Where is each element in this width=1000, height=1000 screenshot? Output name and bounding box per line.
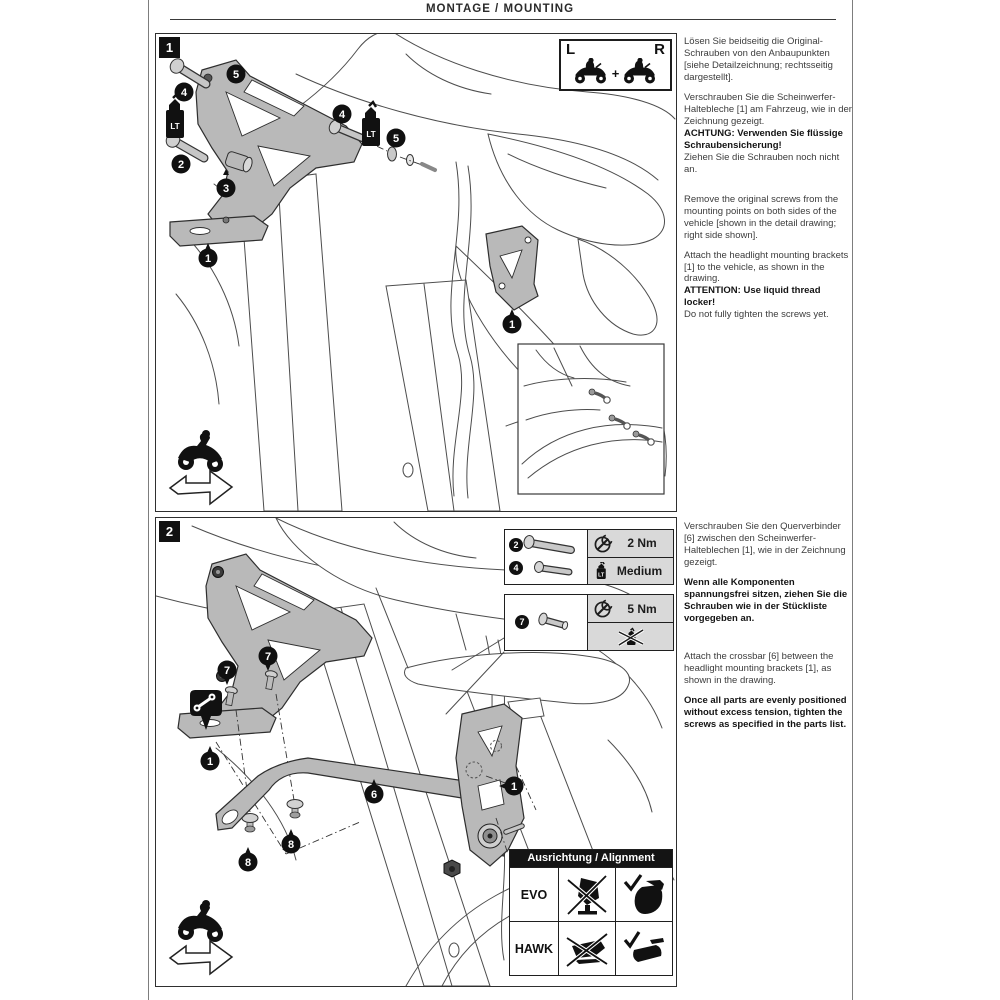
callout-2 (172, 155, 191, 174)
riding-direction-icon (170, 430, 232, 504)
screw-part-4a (168, 56, 206, 84)
both-sides-indicator (559, 39, 672, 91)
instruction-de: Ziehen Sie die Schrauben noch nicht an. (684, 151, 840, 175)
callout-2: 2 (509, 538, 523, 552)
instruction-de: Verschrauben Sie die Scheinwerfer-Haltebleche [1] am Fahrzeug, wie in der Zeichnung gezeigt. (684, 91, 852, 127)
callout-5b (387, 129, 406, 148)
locker-spec-row (588, 557, 673, 585)
callout-5a (227, 65, 246, 84)
threadlocker-bottle-icon (594, 562, 608, 580)
callout-4b (333, 105, 352, 124)
language-gap (684, 633, 852, 651)
svg-text:4: 4 (180, 86, 188, 99)
callout-7: 7 (515, 615, 529, 629)
torque-spec-row (588, 595, 673, 622)
no-locker-row (588, 622, 673, 650)
detail-inset (518, 344, 664, 494)
plus-sign: + (611, 66, 620, 81)
instruction-de-warning: Wenn alle Komponenten spannungsfrei sitzen, ziehen Sie die Schrauben wie in der Stückliste vorgegeben an. (684, 576, 848, 624)
motorcycle-icon (573, 58, 609, 85)
callout-4: 4 (509, 561, 523, 575)
model-label: HAWK (514, 941, 554, 956)
bolt-part-8b (287, 800, 303, 819)
alignment-table (509, 849, 673, 976)
torque-wrench-icon (594, 534, 613, 553)
no-threadlocker-icon (618, 627, 644, 647)
alignment-evo-incorrect-icon (565, 872, 609, 918)
step-number: 1 (159, 37, 180, 58)
torque-wrench-icon (594, 599, 613, 618)
svg-text:4: 4 (338, 108, 346, 121)
instruction-de: Lösen Sie beidseitig die Original-Schrauben von den Anbaupunkten [siehe Detailzeichnung; rechtsseitig dargestellt]. (684, 36, 833, 83)
alignment-hawk-correct-icon (622, 926, 666, 972)
svg-text:1: 1 (510, 780, 518, 793)
instruction-en-warning: Once all parts are evenly positioned without excess tension, tighten the screws as specified in the parts list. (684, 694, 847, 730)
step2-instructions (684, 521, 852, 739)
alignment-hawk-incorrect-icon (565, 926, 609, 972)
lt-label: LT (170, 122, 180, 131)
lt-label: LT (366, 130, 376, 139)
threadlocker-bottle-icon (362, 102, 380, 146)
svg-text:7: 7 (264, 650, 272, 663)
svg-text:1: 1 (508, 318, 516, 331)
svg-text:7: 7 (223, 664, 231, 677)
washer-part-5 (388, 147, 436, 170)
svg-text:5: 5 (232, 68, 240, 81)
step2-panel (155, 517, 677, 987)
riding-direction-icon (170, 900, 232, 974)
instruction-de-warning: ACHTUNG: Verwenden Sie flüssige Schraubensicherung! (684, 127, 843, 151)
svg-text:2: 2 (177, 158, 185, 171)
bolt-part-8a (242, 814, 258, 833)
svg-text:3: 3 (222, 182, 230, 195)
torque-spec-parts (505, 595, 588, 650)
step-number: 2 (159, 521, 180, 542)
model-label: EVO (520, 887, 548, 902)
instruction-en-warning: ATTENTION: Use liquid thread locker! (684, 285, 821, 309)
language-gap (684, 176, 852, 194)
svg-text:6: 6 (370, 788, 378, 801)
torque-value: 5 Nm (627, 601, 657, 616)
torque-value: 2 Nm (627, 536, 657, 551)
step1-technical-drawing (156, 34, 676, 511)
instruction-en: Remove the original screws from the mounting points on both sides of the vehicle [shown in the detail drawing; right side shown]. (684, 193, 839, 241)
torque-spec-box-2 (504, 594, 674, 651)
svg-text:5: 5 (392, 132, 400, 145)
instruction-en: Attach the crossbar [6] between the headlight mounting brackets [1], as shown in the drawing. (684, 650, 834, 686)
torque-spec-row (588, 530, 673, 557)
svg-text:1: 1 (204, 252, 212, 265)
alignment-row-hawk (510, 921, 672, 975)
instruction-en: Attach the headlight mounting brackets [1] to the vehicle, as shown in the drawing. (684, 249, 849, 285)
left-side-label: L (566, 41, 576, 58)
torque-spec-box-1 (504, 529, 674, 585)
alignment-row-evo (510, 867, 672, 921)
svg-text:8: 8 (244, 856, 252, 869)
motorcycle-icon (622, 58, 658, 85)
instruction-de: Verschrauben Sie den Querverbinder [6] zwischen den Scheinwerfer-Halteblechen [1], wie in der Zeichnung gezeigt. (684, 521, 846, 568)
step1-instructions (684, 36, 852, 321)
callout-8a (239, 847, 258, 872)
callout-1-left (201, 746, 220, 771)
alignment-table-header: Ausrichtung / Alignment (510, 850, 672, 867)
callout-1-left (199, 243, 218, 268)
alignment-evo-correct-icon (622, 872, 666, 918)
svg-text:1: 1 (206, 755, 214, 768)
lt-label: LT (598, 572, 605, 579)
torque-spec-parts (505, 530, 588, 584)
title-rule (170, 19, 836, 20)
callout-8b (282, 829, 301, 854)
locker-value: Medium (616, 563, 663, 578)
callout-4a (175, 83, 194, 102)
step1-panel (155, 33, 677, 512)
page-title: MONTAGE / MOUNTING (425, 3, 575, 15)
svg-text:8: 8 (287, 838, 295, 851)
instruction-en: Do not fully tighten the screws yet. (684, 309, 829, 321)
right-side-label: R (654, 41, 665, 58)
